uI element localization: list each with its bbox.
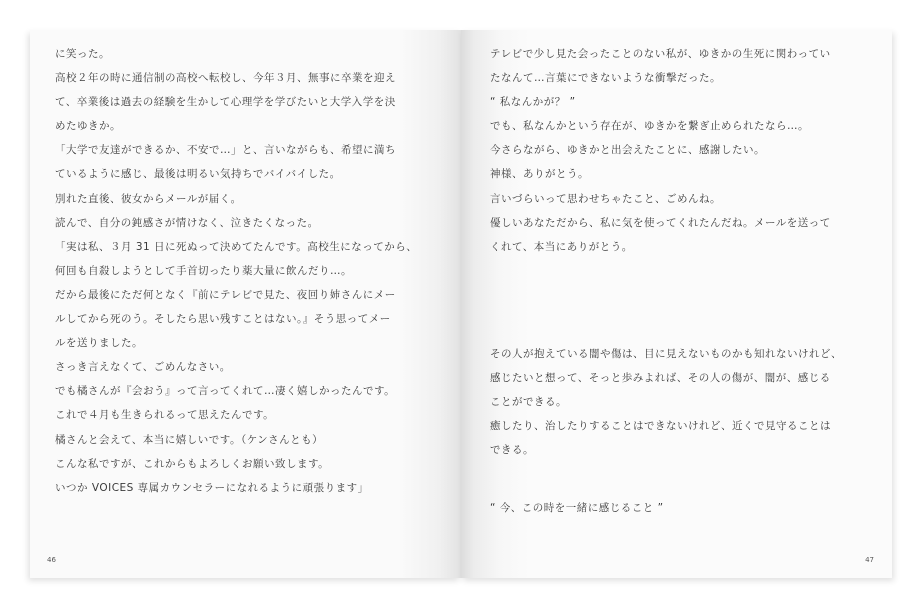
right-page (461, 30, 892, 578)
text-line: ことができる。 (490, 396, 567, 409)
text-line: 感じたいと想って、そっと歩みよれば、その人の傷が、闇が、感じる (490, 372, 831, 385)
text-line: できる。 (490, 444, 534, 457)
text-line: その人が抱えている闇や傷は、目に見えないものかも知れないけれど、 (490, 348, 842, 360)
text-line: “ 私なんかが？ ” (490, 96, 576, 109)
text-line: 高校２年の時に通信制の高校へ転校し、今年３月、無事に卒業を迎え (55, 72, 396, 85)
page-number: 47 (865, 556, 874, 564)
text-line: めたゆきか。 (55, 120, 121, 133)
text-line: 読んで、自分の鈍感さが情けなく、泣きたくなった。 (55, 216, 319, 229)
text-line: でも橘さんが『会おう』って言ってくれて…凄く嬉しかったんです。 (55, 385, 396, 398)
text-line: 別れた直後、彼女からメールが届く。 (55, 192, 242, 205)
text-line: 橘さんと会えて、本当に嬉しいです。（ケンさんとも） (55, 433, 324, 446)
text-line: に笑った。 (55, 48, 110, 60)
text-line: 今さらながら、ゆきかと出会えたことに、感謝したい。 (490, 144, 765, 157)
text-line: これで４月も生きられるって思えたんです。 (55, 409, 275, 422)
text-line: 癒したり、治したりすることはできないけれど、近くで見守ることは (490, 420, 831, 433)
left-page-text (55, 42, 417, 500)
text-line: ているように感じ、最後は明るい気持ちでバイバイした。 (55, 168, 341, 181)
text-line: だから最後にただ何となく『前にテレビで見た、夜回り姉さんにメー (55, 288, 396, 301)
text-line: 「大学で友達ができるか、不安で…」と、言いながらも、希望に満ち (55, 144, 396, 157)
text-line: いつか VOICES 専属カウンセラーになれるように頑張ります」 (55, 481, 369, 494)
page-number: 46 (47, 556, 56, 564)
text-line: ルを送りました。 (55, 337, 143, 350)
left-page (30, 30, 461, 578)
text-line: たなんて…言葉にできないような衝撃だった。 (490, 72, 721, 85)
text-line: くれて、本当にありがとう。 (490, 240, 633, 253)
text-line: 「実は私、３月 31 日に死ぬって決めてたんです。高校生になってから、 (55, 240, 418, 253)
right-page-text-middle (490, 342, 842, 462)
text-line: 何回も自殺しようとして手首切ったり薬大量に飲んだり…。 (55, 264, 352, 277)
text-line: 優しいあなただから、私に気を使ってくれたんだね。メールを送って (490, 216, 831, 229)
text-line: “ 今、この時を一緒に感じること ” (490, 502, 664, 514)
text-line: 神様、ありがとう。 (490, 168, 589, 181)
text-line: ルしてから死のう。そしたら思い残すことはない。』そう思ってメー (55, 313, 391, 326)
text-line: でも、私なんかという存在が、ゆきかを繋ぎ止められたなら…。 (490, 120, 809, 133)
text-line: さっき言えなくて、ごめんなさい。 (55, 361, 231, 374)
text-line: テレビで少し見た会ったことのない私が、ゆきかの生死に関わってい (490, 48, 831, 60)
text-line: て、卒業後は過去の経験を生かして心理学を学びたいと大学入学を決 (55, 96, 396, 109)
text-line: こんな私ですが、これからもよろしくお願い致します。 (55, 457, 330, 470)
right-page-text-top (490, 42, 831, 259)
text-line: 言いづらいって思わせちゃたこと、ごめんね。 (490, 192, 721, 205)
right-page-text-bottom (490, 496, 664, 520)
